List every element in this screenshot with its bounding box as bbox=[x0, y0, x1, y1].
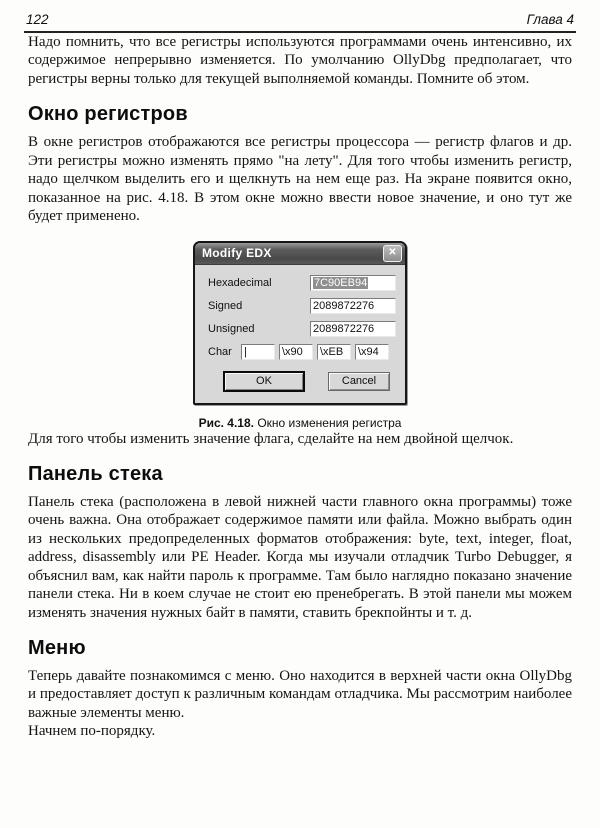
close-icon: ✕ bbox=[388, 247, 397, 258]
hexadecimal-value: 7C90EB94 bbox=[314, 276, 368, 289]
figure-caption-text: Окно изменения регистра bbox=[257, 415, 402, 430]
section-heading-registers: Окно регистров bbox=[28, 103, 188, 126]
paragraph-flag: Для того чтобы изменить значение флага, сделайте на нем двойной щелчок. bbox=[28, 430, 514, 447]
unsigned-label: Unsigned bbox=[208, 322, 255, 335]
section-heading-menu: Меню bbox=[28, 637, 86, 659]
figure-caption bbox=[28, 416, 572, 430]
dialog-titlebar bbox=[195, 243, 405, 265]
dialog-title: Modify EDX bbox=[202, 246, 272, 260]
cancel-button[interactable]: Cancel bbox=[328, 372, 390, 391]
dialog-body bbox=[195, 265, 405, 403]
hexadecimal-field[interactable] bbox=[310, 275, 396, 291]
char-field-3[interactable]: \xEB bbox=[317, 344, 351, 360]
close-button[interactable] bbox=[383, 245, 402, 262]
paragraph-closing: Начнем по-порядку. bbox=[28, 723, 156, 740]
running-header bbox=[24, 12, 576, 33]
hexadecimal-row bbox=[208, 275, 396, 291]
chapter-title: Глава 4 bbox=[526, 12, 574, 27]
figure-caption-label: Рис. 4.18. bbox=[198, 415, 254, 430]
paragraph-menu: Теперь давайте познакомимся с меню. Оно находится в верхней части окна OllyDbg и предоставляет доступ к различным командам отладчика. Мы рассмотрим наиболее важные элементы меню. bbox=[28, 668, 572, 721]
signed-field[interactable]: 2089872276 bbox=[310, 298, 396, 314]
paragraph-intro: Надо помнить, что все регистры используются программами очень интенсивно, их содержимое непрерывно изменяется. По умолчанию OllyDbg предполагает, что регистры верны только для текущей выполняемой команды. Помните об этом. bbox=[28, 34, 572, 87]
page-number: 122 bbox=[26, 12, 49, 27]
signed-label: Signed bbox=[208, 299, 243, 312]
unsigned-field[interactable]: 2089872276 bbox=[310, 321, 396, 337]
signed-row bbox=[208, 298, 396, 314]
char-field-2[interactable]: \x90 bbox=[279, 344, 313, 360]
paragraph-registers: В окне регистров отображаются все регистры процессора — регистр флагов и др. Эти регистры можно изменять прямо "на лету". Для того чтобы изменить регистр, надо щелчком выделить его и щелкнуть на нем еще раз. На экране появится окно, показанное на рис. 4.18. В этом окне можно ввести новое значение, и оно тут же будет применено. bbox=[28, 134, 572, 225]
dialog-button-row bbox=[208, 367, 396, 391]
char-label: Char bbox=[208, 345, 232, 358]
paragraph-stack: Панель стека (расположена в левой нижней части главного окна программы) тоже очень важна. Она отображает содержимое памяти или файла. Можно выбрать один из нескольких предопределенных форматов отображения: byte, text, integer, float, address, disassembly или PE Header. Когда мы изучали отладчик Turbo Debugger, я объяснил вам, как найти пароль к программе. Там было наглядно показано значение панели стека. Ни в коем случае не стоит ею пренебрегать. В этой панели мы можем изменять значения нужных байт в памяти, ставить брекпойнты и т. д. bbox=[28, 493, 572, 621]
hexadecimal-label: Hexadecimal bbox=[208, 276, 272, 289]
char-field-4[interactable]: \x94 bbox=[355, 344, 389, 360]
modify-edx-dialog bbox=[193, 241, 407, 405]
char-field-1[interactable]: | bbox=[241, 344, 275, 360]
ok-button[interactable]: OK bbox=[224, 372, 304, 391]
section-heading-stack: Панель стека bbox=[28, 462, 163, 485]
figure-4-18 bbox=[28, 241, 572, 430]
char-row bbox=[208, 344, 396, 360]
unsigned-row bbox=[208, 321, 396, 337]
